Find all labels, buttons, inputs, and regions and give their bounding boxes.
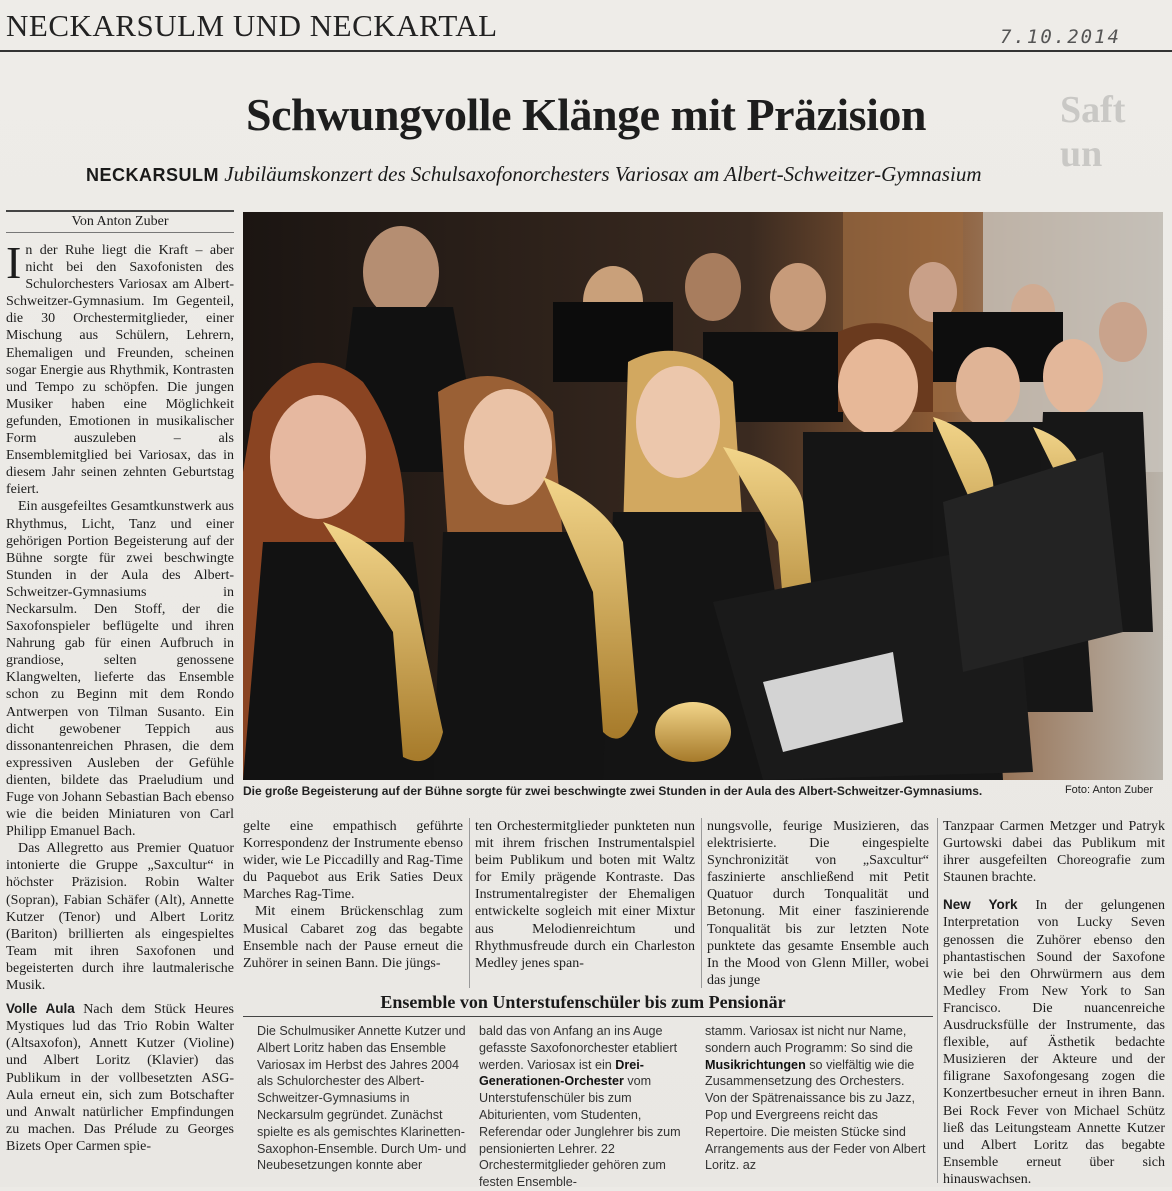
column-divider	[937, 818, 938, 1183]
infobox-title: Ensemble von Unterstufenschüler bis zum Pensionär	[380, 992, 786, 1012]
paragraph-3: Das Allegretto aus Premier Quatuor intonierte die Gruppe „Saxcultur“ in höchster Präzision. Robin Walter (Sopran), Fabian Schäfer (Alt), Annette Kutzer (Tenor) und Albert Loritz (Bariton) brillierten als eingespieltes Team mit ihren Saxofonen und begeisterten durch ihre lautmalerische Musik.	[6, 841, 234, 994]
infobox-c2-bold: Drei-Generationen-Orchester	[479, 1057, 644, 1089]
col5-paragraph-2-text: In der gelungenen Interpretation von Lucky Seven genossen die Zuhörer ebenso den phantastischen Sound der Saxofone wie bei den Ohrwürmern aus dem Medley From New York to San Francisco. Die nuancenreiche Ausdrucksfülle der Instrumente, das flexible, auf Ästhetik bedachte Musizieren der Akteure und der filigrane Saxofongesang zogen die Konzertbesucher erneut in ihren Bann. Bei Rock Fever von Michael Schütz ließ das Leitungsteam Annette Kutzer und Albert Loritz das begabte Ensemble erneut über sich hinauswachsen.	[943, 898, 1165, 1187]
col2-paragraph-b: Mit einem Brückenschlag zum Musical Cabaret zog das begabte Ensemble nach der Pause erneut die Zuhörer in seinen Bann. Die jüngs-	[243, 904, 463, 971]
headline: Schwungvolle Klänge mit Präzision	[246, 89, 926, 140]
paragraph-4	[6, 1000, 234, 1155]
byline: Von Anton Zuber	[6, 210, 234, 233]
col3-paragraph: ten Orchestermitglieder punkteten nun mit ihrem frischen Instrumentalspiel beim Publikum und boten mit Waltz for Emily prägende Kontraste. Das Instrumentalregister der Ehemaligen entwickelte sogleich mit einer Mixtur aus Melodienreichtum und Rhythmusfreude durch ein Charleston Medley jenes span-	[475, 819, 695, 971]
paragraph-2: Ein ausgefeiltes Gesamtkunstwerk aus Rhythmus, Licht, Tanz und einer gehörigen Portion Begeisterung auf der Bühne sorgte für zwei beschwingte Stunden in der Aula des Albert-Schweitzer-Gymnasiums in Neckarsulm. Den Stoff, der die Saxofonspieler beflügelte und ihren Nahrung gab für einen Aufbruch in grandiose, selten genossene Klangwelten, lieferte das Ensemble schon zu Beginn mit dem Rondo Antwerpen von Tilman Susanto. Ein dicht gewobener Teppich aus dissonantenreichen Phrasen, die dem expressiven Ausleben der Gefühle dienten, bildete das Praeludium und Fuge von Johann Sebastian Bach ebenso wie die beiden Miniaturen von Carl Philipp Emanuel Bach.	[6, 499, 234, 840]
column-divider	[701, 818, 702, 988]
caption-text: Die große Begeisterung auf der Bühne sorgte für zwei beschwingte zwei Stunden in der Aula des Albert-Schweitzer-Gymnasiums.	[243, 784, 983, 798]
handwritten-date: 7.10.2014	[1000, 26, 1121, 48]
article-column-2	[243, 818, 463, 972]
kicker-new-york: New York	[943, 897, 1018, 913]
infobox-c3-bold: Musikrichtungen	[705, 1057, 806, 1072]
infobox-column-2	[479, 1023, 689, 1191]
photo-caption	[243, 784, 1163, 798]
article-column-1	[6, 237, 234, 1155]
saxophone-ensemble-image	[243, 212, 1163, 780]
header-rule	[0, 50, 1172, 52]
paragraph-1	[6, 237, 234, 498]
subhead-text: Jubiläumskonzert des Schulsaxofonorchesters Variosax am Albert-Schweitzer-Gymnasium	[224, 162, 982, 186]
article-column-3	[475, 818, 695, 972]
concert-photo	[243, 212, 1163, 780]
infobox-c3-text-b: so vielfältig wie die Zusammensetzung des Orchesters. Von der Spätrenaissance bis zu Jazz, Pop und Evergreens reicht das Repertoire. Die meisten Stücke sind Arrangements aus der Feder von Albert Loritz. az	[705, 1057, 926, 1173]
infobox	[243, 1016, 933, 1190]
col2-paragraph: gelte eine empathisch geführte Korrespondenz der Instrumente ebenso wider, wie Le Piccadilly and Rag-Time du Paquebot aus Erik Saties Deux Marches Rag-Time.	[243, 819, 463, 903]
col5-paragraph-1: Tanzpaar Carmen Metzger und Patryk Gurtowski dabei das Publikum mit ihrer ausgefeilten Choreografie zum Staunen brachte.	[943, 819, 1165, 886]
infobox-c2-text-a: bald das von Anfang an ins Auge gefasste Saxofonorchester etabliert werden. Variosax ist ein	[479, 1024, 678, 1072]
section-header: NECKARSULM UND NECKARTAL	[6, 8, 498, 43]
drop-cap: I	[6, 237, 22, 288]
infobox-column-3	[705, 1023, 927, 1174]
photo-credit: Foto: Anton Zuber	[1064, 784, 1153, 796]
kicker-volle-aula: Volle Aula	[6, 1001, 75, 1017]
infobox-c2-text-b: vom Unterstufenschüler bis zum Abiturienten, vom Studenten, Referendar oder Junglehrer bis zum pensionierten Lehrer. 22 Orchestermitglieder gehören zum festen Ensemble-	[479, 1074, 681, 1190]
article-column-4	[707, 818, 929, 989]
paragraph-1-text: n der Ruhe liegt die Kraft – aber nicht bei den Saxofonisten des Schulorchesters Variosax am Albert-Schweitzer-Gymnasium. Im Gegenteil, die 30 Orchestermitglieder, einer Mischung aus Schülern, Lehrern, Ehemaligen und Freunden, scheinen sogar Energie aus Rhythmik, Kontrasten und Tempo zu schöpfen. Die jungen Musiker haben eine Möglichkeit gefunden, Emotionen in musikalischer Form auszuleben – als Ensemblemitglied bei Variosax, das in diesem Jahr seinen zehnten Geburtstag feiert.	[6, 243, 234, 498]
article-column-5	[943, 818, 1165, 1188]
infobox-c3-text-a: stamm. Variosax ist nicht nur Name, sondern auch Programm: So sind die	[705, 1024, 913, 1055]
subhead-place: NECKARSULM	[86, 165, 219, 185]
column-divider	[469, 818, 470, 988]
infobox-column-1: Die Schulmusiker Annette Kutzer und Albert Loritz haben das Ensemble Variosax im Herbst des Jahres 2004 als Schulorchester des Albert-Schweitzer-Gymnasiums in Neckarsulm gegründet. Zunächst spielte es als gemischtes Klarinetten-Saxophon-Ensemble. Durch Um- und Neubesetzungen konnte aber	[257, 1024, 467, 1173]
paragraph-4-text: Nach dem Stück Heures Mystiques lud das Trio Robin Walter (Altsaxofon), Annett Kutzer (Violine) und Albert Loritz (Klavier) das Publikum in der vollbesetzten ASG-Aula erneut ein, sich zum Botschafter und Anwalt natürlicher Empfindungen zu machen. Das Prélude zu Georges Bizets Oper Carmen spie-	[6, 1002, 234, 1154]
col4-paragraph: nungsvolle, feurige Musizieren, das elektrisierte. Die eingespielte Synchronizität von „Saxcultur“ faszinierte anschließend mit Petit Quatuor durch Tonqualität und Betonung. Mit einer faszinierende Tonqualität bis zur letzten Note punktete das gesamte Ensemble auch In the Mood von Glenn Miller, wobei das junge	[707, 819, 929, 988]
col5-paragraph-2	[943, 896, 1165, 1188]
bleed-through-text: Saft un	[1060, 89, 1126, 175]
subheadline	[86, 162, 1086, 187]
